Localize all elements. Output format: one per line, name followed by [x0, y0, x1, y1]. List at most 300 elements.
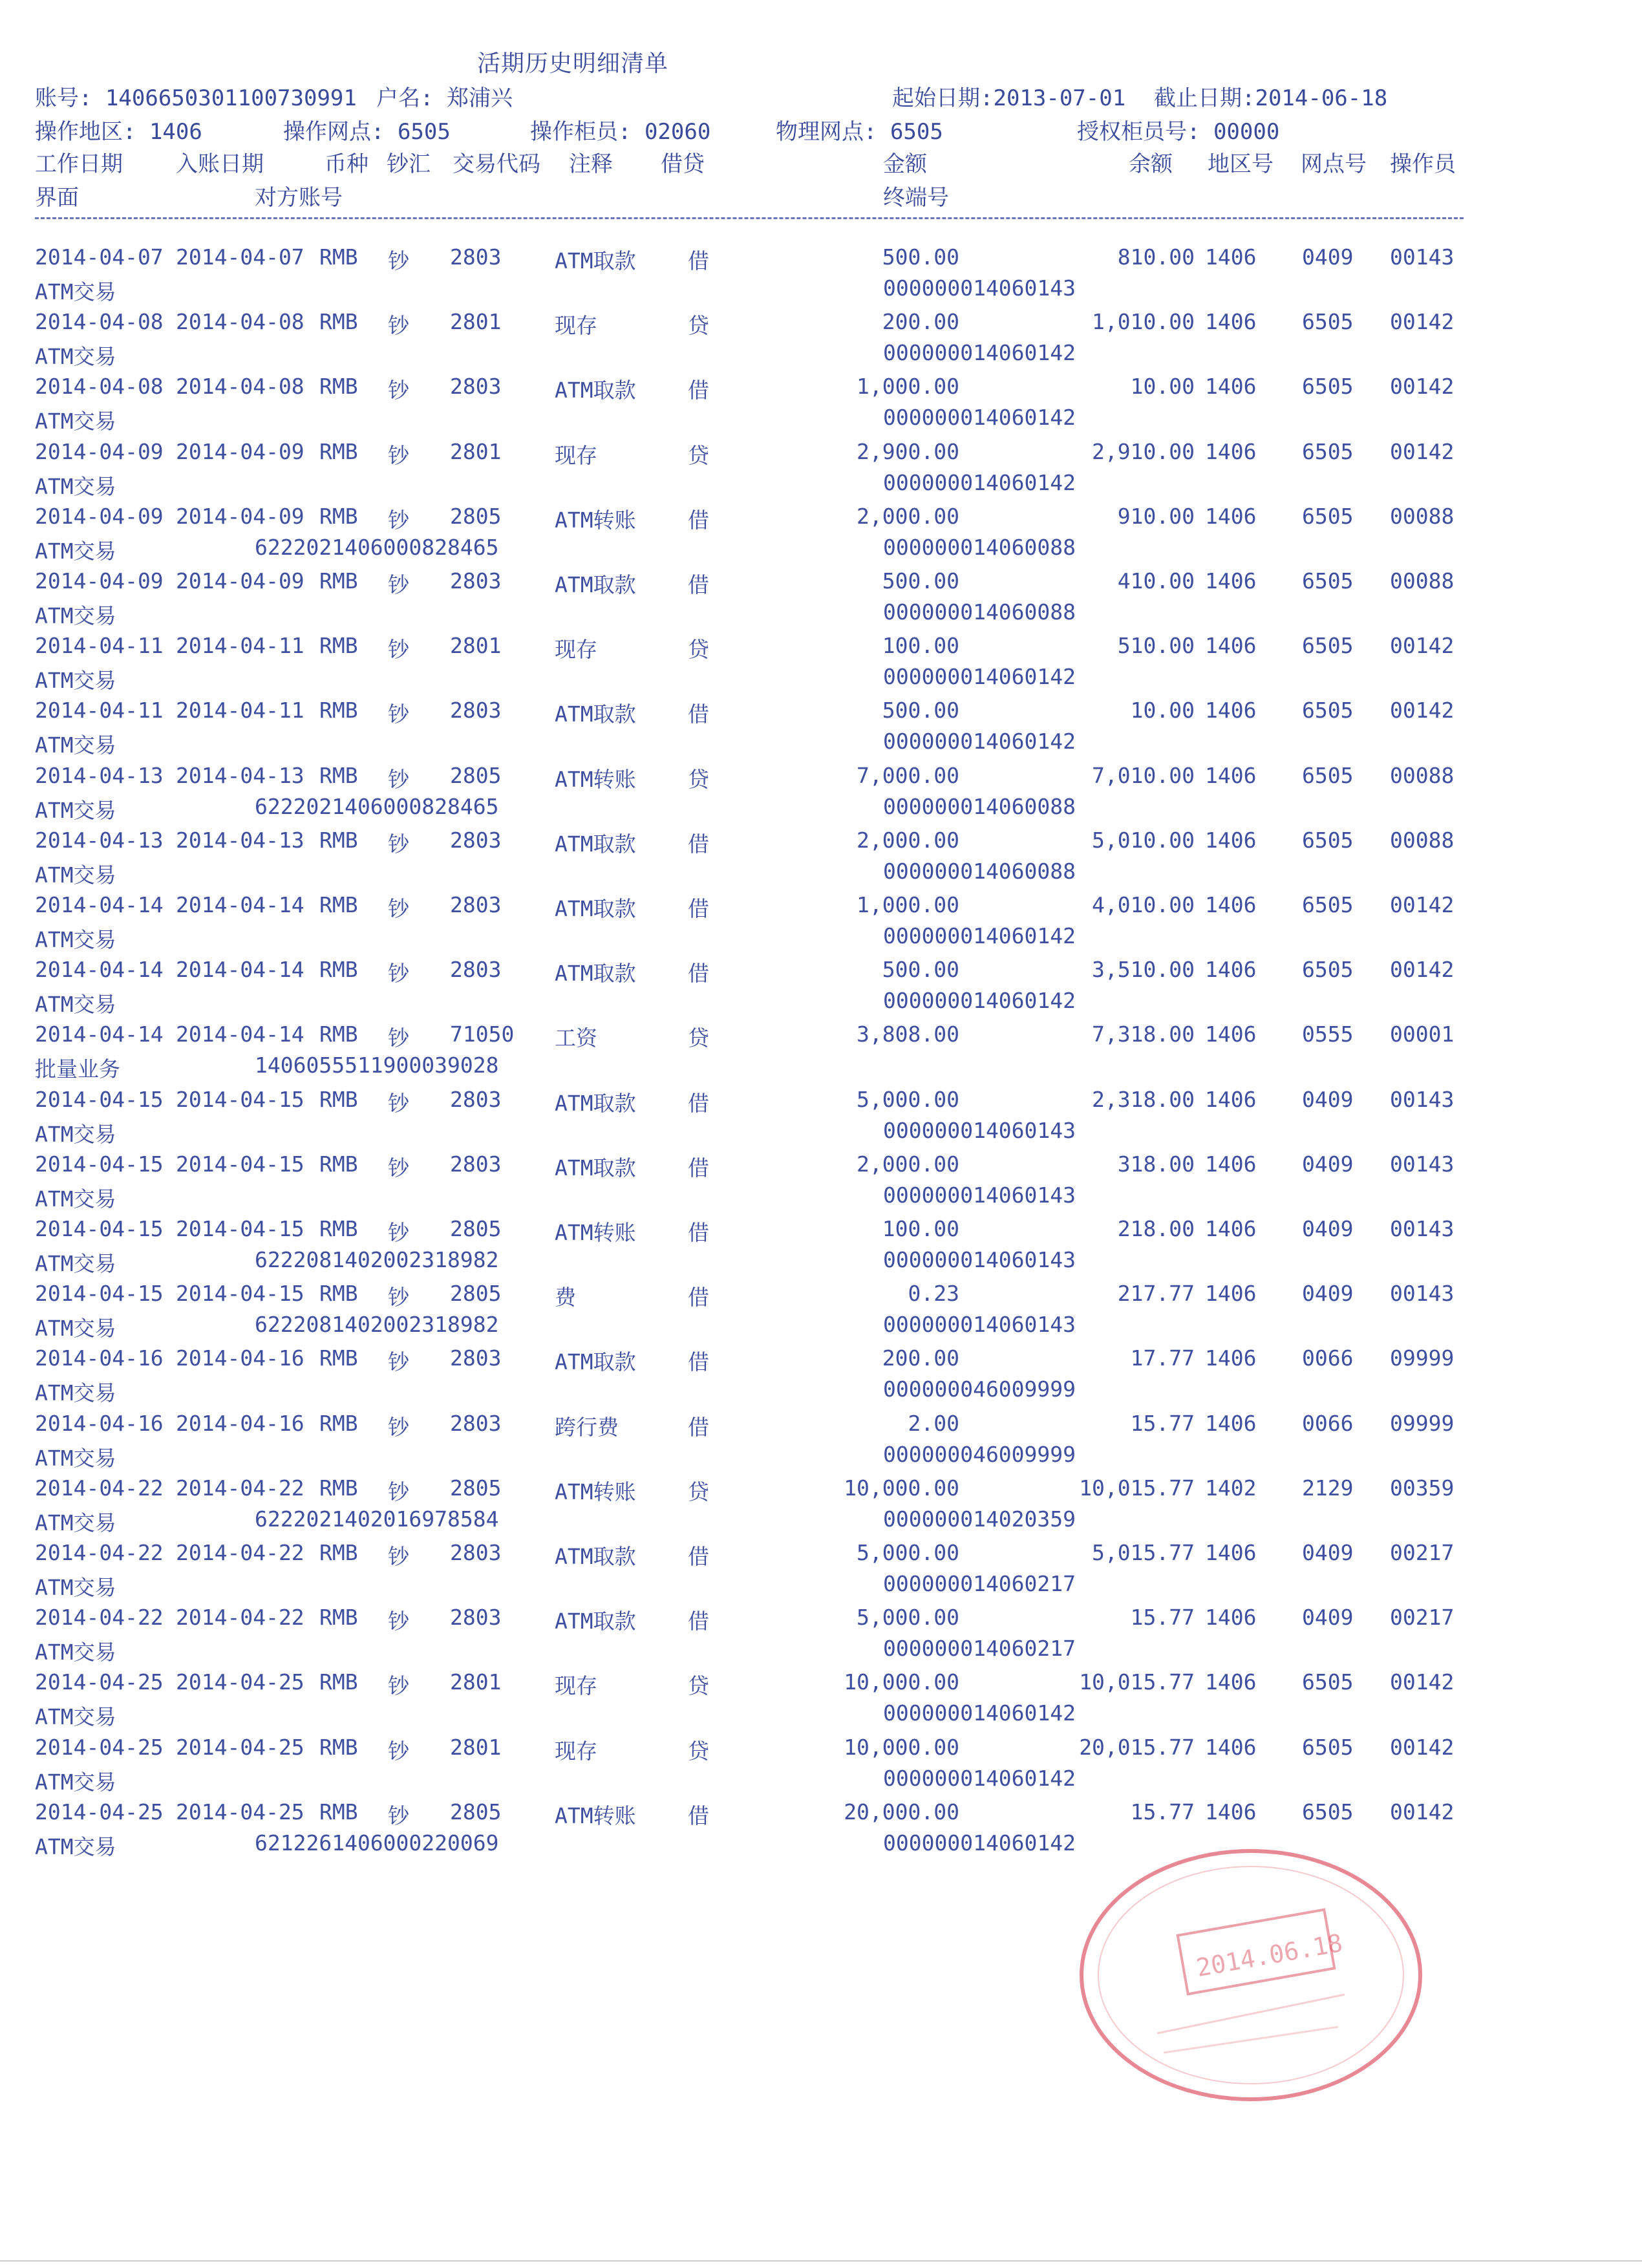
transaction-row [0, 374, 1642, 438]
region-code: 1406 [1205, 957, 1257, 983]
terminal-id: 000000014060142 [883, 729, 1076, 754]
counter-account: 6212261406000220069 [255, 1830, 499, 1856]
note: 现存 [555, 1738, 597, 1764]
authorized-teller: 授权柜员号: 00000 [1077, 119, 1280, 145]
branch-code: 6505 [1302, 957, 1354, 983]
trans-code: 2805 [450, 762, 502, 788]
interface: ATM交易 [35, 1704, 116, 1730]
work-date: 2014-04-09 [35, 568, 164, 594]
interface: ATM交易 [35, 344, 116, 370]
interface: ATM交易 [35, 797, 116, 823]
note: ATM转账 [555, 766, 636, 792]
transaction-row [0, 763, 1642, 828]
amount: 100.00 [882, 1216, 959, 1241]
region-code: 1406 [1205, 309, 1257, 335]
col-operator: 操作员 [1390, 151, 1456, 177]
col-debit-credit: 借贷 [661, 151, 705, 177]
note: ATM取款 [555, 1349, 636, 1375]
region-code: 1402 [1205, 1475, 1257, 1501]
header-separator [35, 217, 1464, 219]
branch-code: 6505 [1302, 568, 1354, 594]
note: ATM转账 [555, 1803, 636, 1828]
branch-code: 6505 [1302, 633, 1354, 659]
cash-flag: 钞 [388, 701, 409, 727]
transaction-row [0, 1151, 1642, 1216]
transaction-row [0, 244, 1642, 309]
region-code: 1406 [1205, 1410, 1257, 1436]
interface: ATM交易 [35, 1121, 116, 1147]
start-date: 起始日期:2013-07-01 [892, 85, 1126, 111]
post-date: 2014-04-16 [176, 1345, 304, 1371]
col-counter-account: 对方账号 [255, 185, 343, 211]
currency: RMB [319, 438, 358, 464]
post-date: 2014-04-09 [176, 568, 304, 594]
debit-credit: 贷 [688, 1479, 709, 1504]
region-code: 1406 [1205, 244, 1257, 270]
balance: 910.00 [1117, 503, 1195, 529]
transaction-row [0, 1281, 1642, 1345]
operation-teller: 操作柜员: 02060 [530, 119, 711, 145]
region-code: 1406 [1205, 1086, 1257, 1112]
balance: 410.00 [1117, 568, 1195, 594]
region-code: 1406 [1205, 438, 1257, 464]
col-interface: 界面 [35, 185, 79, 211]
work-date: 2014-04-16 [35, 1410, 164, 1436]
interface: ATM交易 [35, 473, 116, 499]
amount: 200.00 [882, 309, 959, 335]
physical-branch: 物理网点: 6505 [776, 119, 943, 145]
post-date: 2014-04-22 [176, 1475, 304, 1501]
trans-code: 2803 [450, 374, 502, 400]
counter-account: 6222021406000828465 [255, 534, 499, 560]
branch-code: 0409 [1302, 1281, 1354, 1307]
post-date: 2014-04-11 [176, 698, 304, 723]
branch-code: 6505 [1302, 309, 1354, 335]
region-code: 1406 [1205, 1669, 1257, 1695]
terminal-id: 000000014060142 [883, 988, 1076, 1014]
note: 现存 [555, 637, 597, 663]
work-date: 2014-04-11 [35, 633, 164, 659]
post-date: 2014-04-15 [176, 1281, 304, 1307]
cash-flag: 钞 [388, 248, 409, 273]
region-code: 1406 [1205, 892, 1257, 917]
terminal-id: 000000046009999 [883, 1376, 1076, 1402]
terminal-id: 000000014060143 [883, 275, 1076, 301]
work-date: 2014-04-25 [35, 1734, 164, 1760]
note: ATM转账 [555, 1220, 636, 1245]
region-code: 1406 [1205, 1605, 1257, 1631]
trans-code: 2803 [450, 1345, 502, 1371]
transaction-row [0, 633, 1642, 698]
trans-code: 2803 [450, 957, 502, 983]
terminal-id: 000000014020359 [883, 1506, 1076, 1532]
terminal-id: 000000014060143 [883, 1117, 1076, 1143]
trans-code: 2803 [450, 892, 502, 917]
currency: RMB [319, 1216, 358, 1241]
operator-code: 00143 [1390, 244, 1455, 270]
col-branch: 网点号 [1301, 151, 1367, 177]
note: 现存 [555, 1673, 597, 1699]
interface: ATM交易 [35, 1380, 116, 1406]
operator-code: 00142 [1390, 633, 1455, 659]
terminal-id: 000000014060143 [883, 1312, 1076, 1338]
branch-code: 0066 [1302, 1410, 1354, 1436]
operator-code: 00142 [1390, 698, 1455, 723]
debit-credit: 借 [688, 1285, 709, 1311]
post-date: 2014-04-13 [176, 762, 304, 788]
operator-code: 00142 [1390, 1799, 1455, 1824]
note: ATM取款 [555, 1544, 636, 1569]
amount: 10,000.00 [844, 1734, 959, 1760]
col-currency: 币种 [325, 151, 368, 177]
note: 工资 [555, 1025, 597, 1051]
transaction-row [0, 1475, 1642, 1540]
terminal-id: 000000014060142 [883, 469, 1076, 495]
region-code: 1406 [1205, 1281, 1257, 1307]
branch-code: 6505 [1302, 698, 1354, 723]
operation-branch: 操作网点: 6505 [283, 119, 451, 145]
trans-code: 2803 [450, 698, 502, 723]
trans-code: 2805 [450, 503, 502, 529]
cash-flag: 钞 [388, 442, 409, 468]
balance: 17.77 [1130, 1345, 1195, 1371]
balance: 10.00 [1130, 698, 1195, 723]
debit-credit: 贷 [688, 442, 709, 468]
work-date: 2014-04-25 [35, 1669, 164, 1695]
branch-code: 0409 [1302, 244, 1354, 270]
transaction-row [0, 1411, 1642, 1475]
transaction-row [0, 892, 1642, 957]
amount: 20,000.00 [844, 1799, 959, 1824]
post-date: 2014-04-13 [176, 827, 304, 853]
transaction-row [0, 1669, 1642, 1734]
work-date: 2014-04-08 [35, 309, 164, 335]
trans-code: 2801 [450, 438, 502, 464]
amount: 7,000.00 [857, 762, 959, 788]
amount: 10,000.00 [844, 1669, 959, 1695]
debit-credit: 贷 [688, 313, 709, 339]
operator-code: 09999 [1390, 1410, 1455, 1436]
interface: ATM交易 [35, 1445, 116, 1471]
terminal-id: 000000014060142 [883, 664, 1076, 690]
debit-credit: 借 [688, 701, 709, 727]
operator-code: 00217 [1390, 1605, 1455, 1631]
post-date: 2014-04-25 [176, 1799, 304, 1824]
statement-title: 活期历史明细清单 [477, 50, 669, 77]
cash-flag: 钞 [388, 1738, 409, 1764]
work-date: 2014-04-08 [35, 374, 164, 400]
trans-code: 2803 [450, 1605, 502, 1631]
terminal-id: 000000014060142 [883, 923, 1076, 948]
interface: ATM交易 [35, 668, 116, 694]
note: 现存 [555, 442, 597, 468]
note: ATM转账 [555, 507, 636, 533]
trans-code: 2803 [450, 1151, 502, 1177]
amount: 500.00 [882, 568, 959, 594]
counter-account: 1406055511900039028 [255, 1053, 499, 1078]
region-code: 1406 [1205, 1022, 1257, 1047]
debit-credit: 借 [688, 1349, 709, 1375]
terminal-id: 000000014060142 [883, 340, 1076, 366]
col-amount: 金额 [883, 151, 927, 177]
terminal-id: 000000014060143 [883, 1247, 1076, 1272]
terminal-id: 000000014060143 [883, 1182, 1076, 1208]
balance: 510.00 [1117, 633, 1195, 659]
interface: ATM交易 [35, 279, 116, 305]
cash-flag: 钞 [388, 896, 409, 921]
cash-flag: 钞 [388, 831, 409, 857]
currency: RMB [319, 1605, 358, 1631]
terminal-id: 000000014060142 [883, 1765, 1076, 1791]
currency: RMB [319, 1799, 358, 1824]
transaction-row [0, 504, 1642, 568]
terminal-id: 000000014060217 [883, 1636, 1076, 1662]
counter-account: 6222021402016978584 [255, 1506, 499, 1532]
currency: RMB [319, 1086, 358, 1112]
amount: 3,808.00 [857, 1022, 959, 1047]
balance: 10,015.77 [1079, 1475, 1195, 1501]
work-date: 2014-04-13 [35, 762, 164, 788]
work-date: 2014-04-15 [35, 1086, 164, 1112]
debit-credit: 借 [688, 1090, 709, 1116]
col-region: 地区号 [1208, 151, 1274, 177]
trans-code: 2803 [450, 1086, 502, 1112]
post-date: 2014-04-08 [176, 309, 304, 335]
debit-credit: 借 [688, 572, 709, 597]
trans-code: 2801 [450, 1734, 502, 1760]
work-date: 2014-04-16 [35, 1345, 164, 1371]
note: ATM取款 [555, 1090, 636, 1116]
transaction-row [0, 1540, 1642, 1605]
currency: RMB [319, 957, 358, 983]
branch-code: 0409 [1302, 1086, 1354, 1112]
transaction-row [0, 828, 1642, 892]
trans-code: 2801 [450, 633, 502, 659]
post-date: 2014-04-07 [176, 244, 304, 270]
balance: 217.77 [1117, 1281, 1195, 1307]
post-date: 2014-04-14 [176, 1022, 304, 1047]
operator-code: 00142 [1390, 309, 1455, 335]
branch-code: 6505 [1302, 892, 1354, 917]
branch-code: 6505 [1302, 1734, 1354, 1760]
debit-credit: 借 [688, 831, 709, 857]
debit-credit: 贷 [688, 637, 709, 663]
terminal-id: 000000014060142 [883, 1700, 1076, 1726]
end-date: 截止日期:2014-06-18 [1154, 85, 1388, 111]
interface: ATM交易 [35, 603, 116, 628]
debit-credit: 借 [688, 248, 709, 273]
note: 现存 [555, 313, 597, 339]
terminal-id: 000000014060088 [883, 599, 1076, 625]
cash-flag: 钞 [388, 1025, 409, 1051]
region-code: 1406 [1205, 762, 1257, 788]
col-cash: 钞汇 [387, 151, 431, 177]
note: ATM取款 [555, 961, 636, 987]
currency: RMB [319, 503, 358, 529]
operator-code: 00359 [1390, 1475, 1455, 1501]
operator-code: 00143 [1390, 1086, 1455, 1112]
post-date: 2014-04-09 [176, 503, 304, 529]
branch-code: 6505 [1302, 503, 1354, 529]
balance: 2,318.00 [1092, 1086, 1195, 1112]
amount: 500.00 [882, 957, 959, 983]
trans-code: 2805 [450, 1799, 502, 1824]
cash-flag: 钞 [388, 1479, 409, 1504]
balance: 318.00 [1117, 1151, 1195, 1177]
currency: RMB [319, 244, 358, 270]
cash-flag: 钞 [388, 507, 409, 533]
col-code: 交易代码 [453, 151, 540, 177]
trans-code: 2801 [450, 309, 502, 335]
region-code: 1406 [1205, 374, 1257, 400]
region-code: 1406 [1205, 633, 1257, 659]
debit-credit: 借 [688, 1803, 709, 1828]
post-date: 2014-04-22 [176, 1605, 304, 1631]
balance: 7,010.00 [1092, 762, 1195, 788]
cash-flag: 钞 [388, 961, 409, 987]
trans-code: 2805 [450, 1475, 502, 1501]
transaction-row [0, 568, 1642, 633]
col-post-date: 入账日期 [176, 151, 264, 177]
interface: ATM交易 [35, 1251, 116, 1276]
trans-code: 2801 [450, 1669, 502, 1695]
branch-code: 0555 [1302, 1022, 1354, 1047]
counter-account: 6222081402002318982 [255, 1247, 499, 1272]
work-date: 2014-04-15 [35, 1151, 164, 1177]
bank-seal-stamp [1067, 1839, 1435, 2111]
branch-code: 0066 [1302, 1345, 1354, 1371]
operator-code: 00142 [1390, 892, 1455, 917]
interface: ATM交易 [35, 733, 116, 758]
work-date: 2014-04-07 [35, 244, 164, 270]
scan-edge [0, 2260, 1642, 2262]
branch-code: 6505 [1302, 827, 1354, 853]
cash-flag: 钞 [388, 378, 409, 403]
transaction-row [0, 309, 1642, 374]
terminal-id: 000000014060088 [883, 793, 1076, 819]
post-date: 2014-04-15 [176, 1216, 304, 1241]
balance: 3,510.00 [1092, 957, 1195, 983]
debit-credit: 借 [688, 961, 709, 987]
region-code: 1406 [1205, 1540, 1257, 1565]
interface: ATM交易 [35, 1640, 116, 1665]
amount: 2,000.00 [857, 1151, 959, 1177]
branch-code: 2129 [1302, 1475, 1354, 1501]
trans-code: 2803 [450, 568, 502, 594]
amount: 2,000.00 [857, 827, 959, 853]
interface: ATM交易 [35, 862, 116, 888]
balance: 15.77 [1130, 1410, 1195, 1436]
work-date: 2014-04-15 [35, 1281, 164, 1307]
debit-credit: 借 [688, 1414, 709, 1440]
work-date: 2014-04-09 [35, 503, 164, 529]
trans-code: 2803 [450, 244, 502, 270]
post-date: 2014-04-14 [176, 957, 304, 983]
operator-code: 00142 [1390, 1734, 1455, 1760]
note: ATM转账 [555, 1479, 636, 1504]
terminal-id: 000000014060142 [883, 1830, 1076, 1856]
debit-credit: 借 [688, 1220, 709, 1245]
currency: RMB [319, 1281, 358, 1307]
amount: 2.00 [908, 1410, 959, 1436]
branch-code: 0409 [1302, 1605, 1354, 1631]
transaction-row [0, 957, 1642, 1022]
transaction-row [0, 439, 1642, 504]
work-date: 2014-04-11 [35, 698, 164, 723]
terminal-id: 000000014060217 [883, 1571, 1076, 1596]
balance: 810.00 [1117, 244, 1195, 270]
currency: RMB [319, 309, 358, 335]
branch-code: 6505 [1302, 762, 1354, 788]
note: ATM取款 [555, 248, 636, 273]
interface: ATM交易 [35, 538, 116, 564]
cash-flag: 钞 [388, 572, 409, 597]
balance: 7,318.00 [1092, 1022, 1195, 1047]
work-date: 2014-04-14 [35, 957, 164, 983]
note: ATM取款 [555, 1155, 636, 1181]
work-date: 2014-04-09 [35, 438, 164, 464]
note: 费 [555, 1285, 576, 1311]
branch-code: 0409 [1302, 1151, 1354, 1177]
post-date: 2014-04-11 [176, 633, 304, 659]
operator-code: 00143 [1390, 1216, 1455, 1241]
counter-account: 6222021406000828465 [255, 793, 499, 819]
post-date: 2014-04-08 [176, 374, 304, 400]
amount: 500.00 [882, 244, 959, 270]
balance: 15.77 [1130, 1799, 1195, 1824]
operation-region: 操作地区: 1406 [35, 119, 202, 145]
debit-credit: 借 [688, 1609, 709, 1634]
region-code: 1406 [1205, 1216, 1257, 1241]
col-terminal: 终端号 [883, 185, 949, 211]
branch-code: 6505 [1302, 1669, 1354, 1695]
amount: 200.00 [882, 1345, 959, 1371]
cash-flag: 钞 [388, 1285, 409, 1311]
work-date: 2014-04-15 [35, 1216, 164, 1241]
trans-code: 2805 [450, 1216, 502, 1241]
trans-code: 2805 [450, 1281, 502, 1307]
col-work-date: 工作日期 [35, 151, 123, 177]
post-date: 2014-04-09 [176, 438, 304, 464]
operator-code: 00142 [1390, 957, 1455, 983]
operator-code: 00088 [1390, 762, 1455, 788]
work-date: 2014-04-22 [35, 1475, 164, 1501]
currency: RMB [319, 374, 358, 400]
operator-code: 00142 [1390, 438, 1455, 464]
col-note: 注释 [569, 151, 613, 177]
trans-code: 2803 [450, 1410, 502, 1436]
amount: 10,000.00 [844, 1475, 959, 1501]
interface: ATM交易 [35, 409, 116, 434]
amount: 5,000.00 [857, 1540, 959, 1565]
amount: 2,000.00 [857, 503, 959, 529]
debit-credit: 贷 [688, 1673, 709, 1699]
work-date: 2014-04-14 [35, 1022, 164, 1047]
branch-code: 6505 [1302, 1799, 1354, 1824]
region-code: 1406 [1205, 827, 1257, 853]
col-balance: 余额 [1129, 151, 1173, 177]
note: ATM取款 [555, 572, 636, 597]
amount: 5,000.00 [857, 1086, 959, 1112]
cash-flag: 钞 [388, 1803, 409, 1828]
post-date: 2014-04-15 [176, 1086, 304, 1112]
work-date: 2014-04-13 [35, 827, 164, 853]
post-date: 2014-04-22 [176, 1540, 304, 1565]
currency: RMB [319, 1669, 358, 1695]
trans-code: 2803 [450, 827, 502, 853]
cash-flag: 钞 [388, 313, 409, 339]
cash-flag: 钞 [388, 1349, 409, 1375]
